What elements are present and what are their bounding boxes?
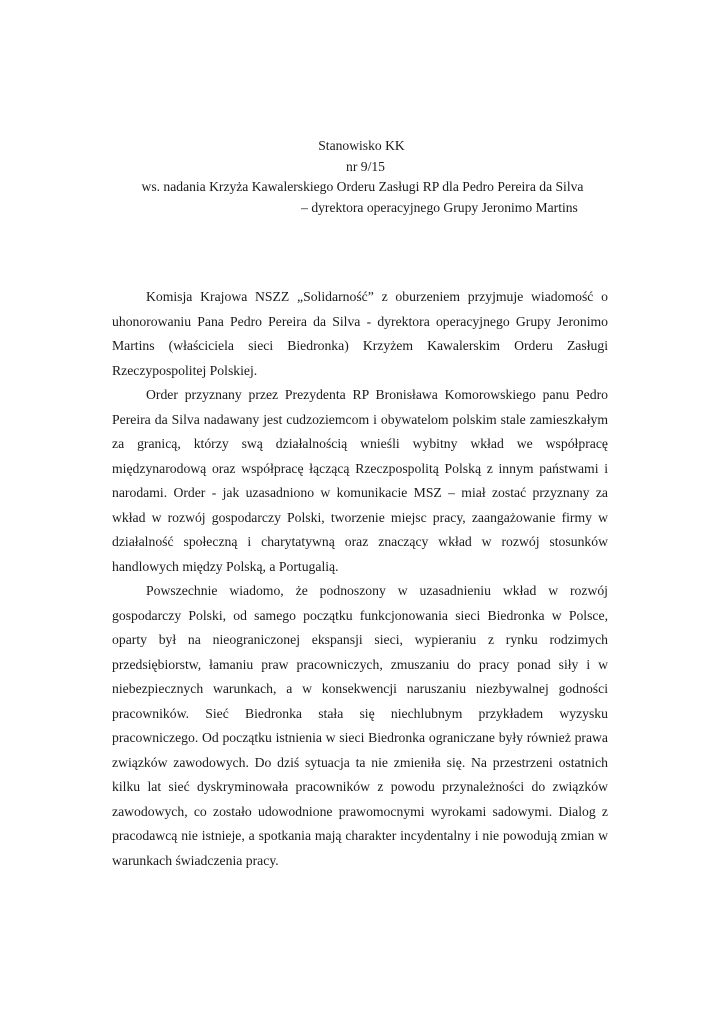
document-number: nr 9/15 (346, 158, 385, 174)
document-header (0, 136, 723, 218)
paragraph-1: Komisja Krajowa NSZZ „Solidarność” z oburzeniem przyjmuje wiadomość o uhonorowaniu Pana Pedro Pereira da Silva - dyrektora operacyjnego Grupy Jeronimo Martins (właściciela sieci Biedronka) Krzyżem Kawalerskim Orderu Zasługi Rzeczypospolitej Polskiej. (112, 289, 608, 378)
paragraph-2: Order przyznany przez Prezydenta RP Bronisława Komorowskiego panu Pedro Pereira da Silva nadawany jest cudzoziemcom i obywatelom polskim stale zamieszkałym za granicą, którzy swą działalnością wnieśli wybitny wkład we współpracę międzynarodową oraz współpracę łączącą Rzeczpospolitą Polską z innym państwami i narodami. Order - jak uzasadniono w komunikacie MSZ – miał zostać przyznany za wkład w rozwój gospodarczy Polski, tworzenie miejsc pracy, zaangażowanie firmy w działalność społeczną i charytatywną oraz znaczący wkład w rozwój stosunków handlowych między Polską, a Portugalią. (112, 387, 608, 574)
document-body (112, 285, 608, 873)
paragraph-3: Powszechnie wiadomo, że podnoszony w uzasadnieniu wkład w rozwój gospodarczy Polski, od samego początku funkcjonowania sieci Biedronka w Polsce, oparty był na nieograniczonej ekspansji sieci, wypieraniu z rynku rodzimych przedsiębiorstw, łamaniu praw pracowniczych, zmuszaniu do pracy ponad siły i w niebezpiecznych warunkach, a w konsekwencji naruszaniu niezbywalnej godności pracowników. Sieć Biedronka stała się niechlubnym przykładem wyzysku pracowniczego. Od początku istnienia w sieci Biedronka ograniczane były również prawa związków zawodowych. Do dziś sytuacja ta nie zmieniła się. Na przestrzeni ostatnich kilku lat sieć dyskryminowała pracowników z powodu przynależności do związków zawodowych, co zostało udowodnione prawomocnymi wyrokami sadowymi. Dialog z pracodawcą nie istnieje, a spotkania mają charakter incydentalny i nie powodują zmian w warunkach świadczenia pracy. (112, 583, 608, 868)
document-subject-continued: – dyrektora operacyjnego Grupy Jeronimo Martins (301, 199, 578, 215)
document-title: Stanowisko KK (318, 138, 405, 153)
document-subject: ws. nadania Krzyża Kawalerskiego Orderu Zasługi RP dla Pedro Pereira da Silva (141, 179, 584, 194)
